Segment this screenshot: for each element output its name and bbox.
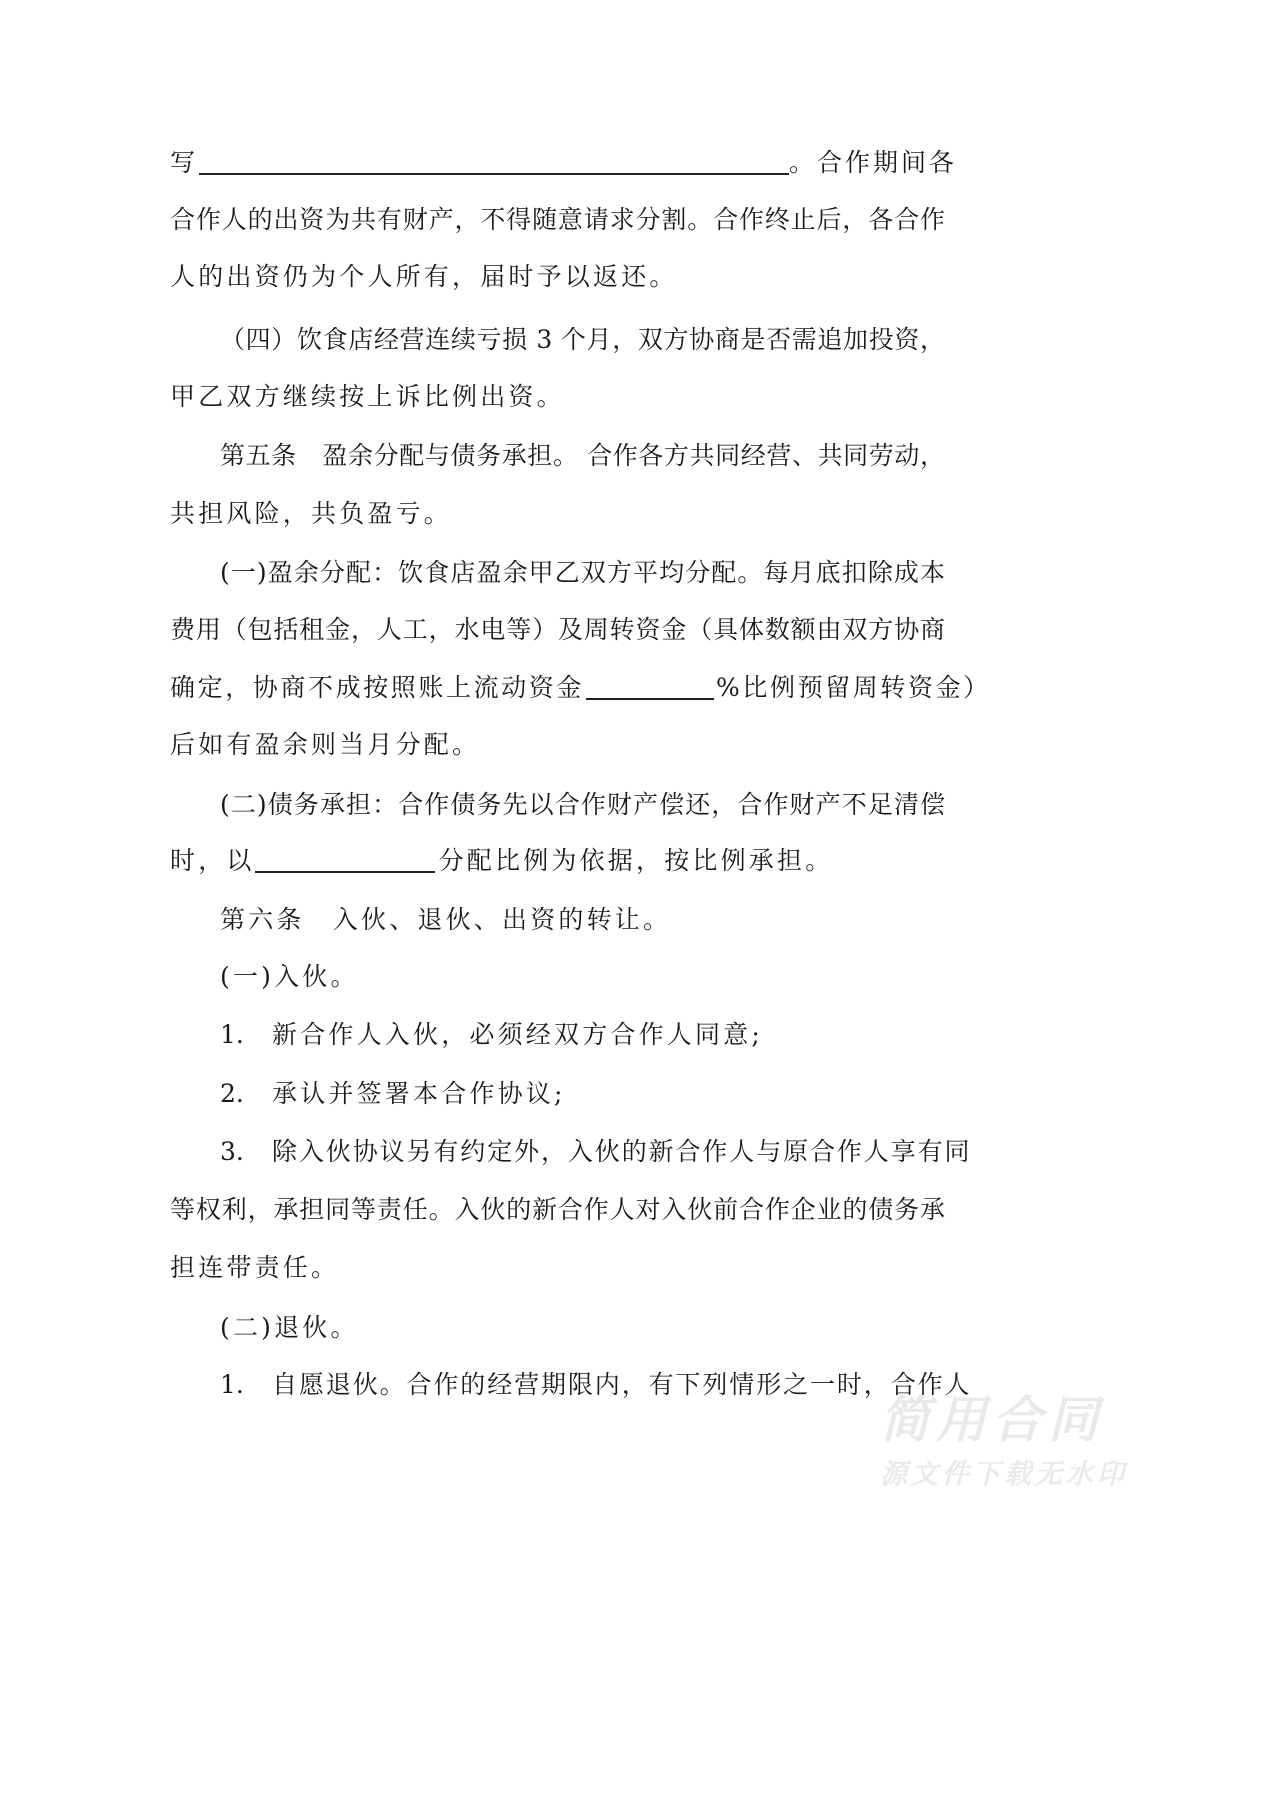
- ratio-blank-field[interactable]: [255, 849, 435, 873]
- list-number: 1.: [220, 1020, 244, 1049]
- text: %比例预留周转资金）: [716, 673, 991, 702]
- list-item: [220, 1369, 972, 1401]
- paragraph-line: [170, 672, 991, 704]
- percent-blank-field[interactable]: [586, 676, 714, 700]
- paragraph-line: 担连带责任。: [170, 1253, 340, 1282]
- watermark-subtext: 源文件下载无水印: [880, 1459, 1128, 1490]
- paragraph-line: 后如有盈余则当月分配。: [170, 730, 481, 759]
- section-heading-line: (一)入伙。: [220, 962, 359, 991]
- text: 时，以: [170, 846, 255, 875]
- text: 除入伙协议另有约定外，入伙的新合作人与原合作人享有同: [272, 1137, 972, 1166]
- list-item: [220, 1078, 945, 1110]
- list-number: 1.: [220, 1370, 244, 1399]
- paragraph-line: 合作人的出资为共有财产，不得随意请求分割。合作终止后，各合作: [170, 205, 945, 234]
- list-number: 2.: [220, 1079, 244, 1108]
- text: 确定，协商不成按照账上流动资金: [170, 673, 585, 702]
- article-heading-line: 第六条 入伙、退伙、出资的转让。: [220, 905, 672, 934]
- paragraph-line: 人的出资仍为个人所有，届时予以返还。: [170, 262, 678, 291]
- text: 分配比例为依据，按比例承担。: [438, 846, 834, 875]
- list-item: [220, 1136, 972, 1168]
- list-number: 3.: [220, 1137, 244, 1166]
- article-heading-line: 第五条 盈余分配与债务承担。 合作各方共同经营、共同劳动，: [220, 441, 945, 470]
- paragraph-line: 甲乙双方继续按上诉比例出资。: [170, 382, 565, 411]
- text: 自愿退伙。合作的经营期限内，有下列情形之一时，合作人: [272, 1370, 972, 1399]
- section-heading-line: (二)退伙。: [220, 1313, 359, 1342]
- text: 新合作人入伙，必须经双方合作人同意;: [272, 1020, 764, 1049]
- paragraph-line: (二)债务承担：合作债务先以合作财产偿还，合作财产不足清偿: [220, 790, 945, 819]
- paragraph-line: （四）饮食店经营连续亏损 3 个月，双方协商是否需追加投资，: [220, 325, 945, 354]
- paragraph-line: (一)盈余分配：饮食店盈余甲乙双方平均分配。每月底扣除成本: [220, 558, 945, 587]
- watermark-logo-text: 简用合同: [880, 1391, 1104, 1449]
- list-item: [220, 1019, 945, 1051]
- paragraph-line: [170, 845, 945, 877]
- text: 。合作期间各: [789, 148, 958, 177]
- paragraph-line: [170, 147, 958, 179]
- paragraph-line: 费用（包括租金，人工，水电等）及周转资金（具体数额由双方协商: [170, 615, 945, 644]
- text: 承认并签署本合作协议;: [272, 1079, 566, 1108]
- fill-in-blank-field[interactable]: [199, 151, 789, 175]
- text: 写: [170, 148, 196, 177]
- paragraph-line: 等权利，承担同等责任。入伙的新合作人对入伙前合作企业的债务承: [170, 1195, 945, 1224]
- paragraph-line: 共担风险，共负盈亏。: [170, 499, 453, 528]
